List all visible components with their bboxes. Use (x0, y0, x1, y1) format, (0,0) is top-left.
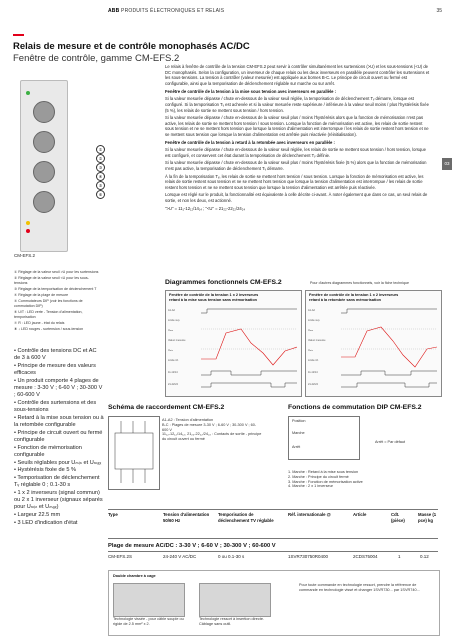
feature-item: • Contrôle des surtensions et des sous-tensions (14, 399, 97, 414)
section-heading: Fenêtre de contrôle de la tension à retard à la retombée avec inverseurs en parallèle : (165, 139, 335, 145)
feature-item: • Temporisation de déclenchement Tᵥ réglable 0 ; 0.1-30 s (14, 474, 100, 489)
table-rule (108, 509, 438, 510)
legend-item: ① Réglage de la valeur seuil >U pour les surtensions (14, 270, 99, 274)
legend-item: ③ Réglage de la temporisation de déclenchement T (14, 287, 97, 291)
legend-item: ⑧ ↓ LED rouges - surtension / sous-tension (14, 327, 84, 331)
accent-bar (13, 34, 24, 36)
wiring-label: A1-A2 : Tension d'alimentation (162, 418, 214, 422)
screw-terminal-image (113, 583, 185, 617)
callout-marker: ① (96, 145, 105, 154)
dip-switch-diagram (288, 416, 360, 460)
diagram-row-label: Limite inf. (168, 359, 179, 362)
timing-waveform (201, 307, 297, 393)
contact-formula: ">U" = 11₁-12₁₂/14₁₄ ; "<U" = 21₂₂-22₂₂/24₂₄ (165, 205, 246, 211)
diagram-row-label: 21-22/24 (168, 383, 178, 386)
device-legend (14, 270, 102, 333)
led-yellow-icon (26, 221, 30, 225)
product-label: CM-EFS.2 (14, 253, 36, 258)
diagram-row-label: Valeur mesurée (168, 339, 186, 342)
table-header: Type (108, 512, 118, 517)
dip-label: 2. Marche : Principe du circuit fermé (288, 474, 349, 479)
table-cell: 0.12 (420, 554, 429, 559)
wiring-diagram (108, 416, 160, 490)
wiring-legend (162, 418, 262, 442)
callout-marker: ③ (96, 163, 105, 172)
measuring-range: Plage de mesure AC/DC : 3-30 V ; 6-60 V ; 30-300 V ; 60-600 V (108, 543, 276, 549)
diagram-row-label: Uₘₐₓ (168, 329, 174, 332)
table-cell: 24-240 V AC/DC (163, 554, 197, 559)
legend-item: ⑥ U/T : LED verte - Tension d'alimentation, temporisation (14, 310, 83, 319)
legend-item: ② Réglage de la valeur seuil <U pour les sous-tensions (14, 276, 89, 285)
terminal-info-box (108, 570, 440, 636)
dip-label: Arrêt (292, 445, 301, 449)
feature-item: • Fonction de mémorisation configurable (14, 444, 82, 458)
dip-heading: Fonctions de commutation DIP CM-EFS.2 (288, 404, 422, 411)
body-paragraph: Si la valeur mesurée dépasse / chute en-dessous de la valeur seuil plus / moins l'hystérésis alors que la fonction de mémorisation n'est pas active, les relais de sortie se mettent hors tension / sous tension. Lorsque la fonction de mémorisation est active, les relais de sortie restent sous tension et ne se mettent hors tension que lorsque la tension d'alimentation est interrompue / les relais de sortie restent hors tension et ne se mettent sous tension que lorsque la tension d'alimentation est arrêtée puis réactivée (réinitialisation). (165, 115, 429, 138)
feature-item: • Contrôle des tensions DC et AC de 3 à 600 V (14, 348, 97, 362)
table-header: Réf. internationale @ (288, 512, 331, 517)
table-header: Masse (1 pce) kg (418, 512, 437, 523)
callout-marker: ⑥ (96, 190, 105, 199)
chapter-tab: 03 (442, 158, 452, 170)
table-header: Tension d'alimentation 50/60 Hz (163, 512, 210, 523)
feature-item: • Largeur 22.5 mm (14, 511, 61, 518)
callout-marker: ④ (96, 172, 105, 181)
function-diagram-2 (305, 290, 442, 397)
table-cell: 1SVR730750R0400 (288, 554, 329, 559)
circuit-icon (109, 417, 159, 489)
diagram-row-label: 21-22/24 (308, 383, 318, 386)
diagram-row-label: Valeur mesurée (308, 339, 326, 342)
led-red-icon (26, 229, 30, 233)
page-number: 35 (436, 8, 442, 14)
body-paragraph: À la fin de la temporisation Tᵥ, les relais de sortie se mettent hors tension / sous tension. Lorsque la fonction de mémorisation est active, les relais de sortie restent sous tension et ne se mettent hors tension que lorsque la tension d'alimentation est interrompue / les relais de sortie restent hors tension et ne se mettent sous tension que lorsque la tension d'alimentation est arrêtée puis réactivée. (165, 173, 424, 190)
diagram-row-label: Uₘₐₓ (308, 329, 314, 332)
legend-item: ⑤ Commutateurs DIP (voir les fonctions de commutation DIP) (14, 299, 83, 308)
table-header: Article (353, 512, 367, 517)
diagram-subtitle: retard à la mise sous tension sans mémorisation (169, 298, 257, 302)
table-header: Temporisation de déclenchement TV réglable (218, 512, 274, 523)
wiring-label: B-C : Plages de mesure 3-30 V ; 6-60 V ; 30-300 V ; 60-600 V (162, 422, 257, 432)
table-rule (108, 538, 438, 539)
diagram-row-label: Limite sup. (168, 319, 181, 322)
legend-item: ⑦ R : LED jaune - état du relais (14, 321, 65, 325)
diagram-row-label: A1-A2 (308, 309, 315, 312)
table-cell: CM-EFS.2S (108, 554, 133, 559)
legend-item: ④ Réglage de la plage de mesure (14, 293, 69, 297)
page-subtitle: Fenêtre de contrôle, gamme CM-EFS.2 (13, 53, 180, 64)
spring-terminal-image (199, 583, 271, 617)
feature-item: • 1 x 2 inverseurs (signal commun) ou 2 x 1 inverseur (signaux séparés pour Uₘᵢₙ et Uₘₐₓ) (14, 489, 103, 511)
diagram-row-label: Uₘᵢₙ (308, 349, 313, 352)
page-header (108, 8, 224, 14)
callout-marker: ② (96, 154, 105, 163)
threshold-knob-icon (33, 101, 55, 123)
body-paragraph: Lorsque est réglé sur le produit, la fonctionnalité est équivalente à celle décrite ci-avant. À noter également que dans ce cas, un seul relais de sortie, et non les deux, est actionné. (165, 192, 428, 204)
diagrams-note: Pour d'autres diagrammes fonctionnels, voir la fiche technique (310, 281, 409, 285)
diagram-row-label: Limite inf. (308, 359, 319, 362)
screw-caption: Technologie vissée - pour câble souple ou rigide de 2.5 mm² x 2. (113, 617, 184, 626)
section-name: PRODUITS ÉLECTRONIQUES ET RELAIS (121, 8, 225, 14)
feature-item: • Seuils réglables pour Uₘᵢₙ et Uₘₐₓ (14, 459, 102, 466)
description-text (165, 64, 430, 213)
function-diagram-1 (165, 290, 302, 397)
diagrams-heading: Diagrammes fonctionnels CM-EFS.2 (165, 279, 282, 286)
section-heading: Fenêtre de contrôle de la tension à la mise sous tension avec inverseurs en parallèle : (165, 88, 337, 94)
terminal-title: Double chambre à cage (113, 574, 156, 578)
dip-label: Position (292, 419, 306, 423)
feature-item: • Principe de circuit ouvert ou fermé configurable (14, 429, 103, 443)
feature-item: • Retard à la mise sous tension ou à la retombée configurable (14, 414, 104, 429)
feature-item: • Un produit comporte 4 plages de mesure : 3-30 V ; 6-60 V ; 30-300 V ; 60-600 V (14, 377, 103, 399)
feature-item: • Hystérésis fixée de 5 % (14, 467, 76, 474)
diagram-row-label: Uₘᵢₙ (168, 349, 173, 352)
wiring-heading: Schéma de raccordement CM-EFS.2 (108, 404, 225, 411)
body-paragraph: Si la valeur mesurée dépasse / chute en-dessous de la valeur seuil plus / moins l'hystérésis fixée (5 %) alors que la fonction de mémorisation n'est pas active, la temporisation de déclenchement Tᵥ démarre. (165, 160, 427, 172)
feature-item: • 3 LED d'indication d'état (14, 519, 78, 526)
dip-label: 3. Marche : Fonction de mémorisation active (288, 479, 363, 484)
callout-marker: ⑤ (96, 181, 105, 190)
dip-default-note: Arrêt = Par défaut (375, 440, 406, 444)
feature-list (14, 348, 104, 527)
delay-knob-icon (33, 161, 55, 183)
diagram-subtitle: retard à la retombée sans mémorisation (309, 298, 381, 302)
diagram-row-label: Limite sup. (308, 319, 321, 322)
feature-item: • Principe de mesure des valeurs efficaces (14, 362, 96, 377)
diagram-row-label: A1-A2 (168, 309, 175, 312)
range-knob-icon (33, 191, 55, 213)
table-cell: 0 ou 0.1-30 s (218, 554, 245, 559)
led-green-icon (26, 91, 30, 95)
diagram-title: Fenêtre de contrôle de la tension 1 x 2 inverseurs (169, 293, 259, 297)
page-title: Relais de mesure et de contrôle monophasés AC/DC (13, 41, 250, 52)
dip-label: 4. Marche : 2 x 1 inverseur (288, 484, 333, 489)
intro-paragraph: Le relais à fenêtre de contrôle de la tension CM-EFS.2 peut servir à contrôler simultanément les surtensions (>U) et les sous-tensions (<U) de DC monophasés. Selon la configuration, un inverseur de chaque relais ou les deux inverseurs en parallèle peuvent contrôler les surtensions et les sous-tensions. La tension à contrôler (valeur mesurée) est appliquée aux bornes B-C. Le principe de circuit ouvert ou fermé est configurable, ainsi que la temporisation de déclenchement réglable sur marche ou sur arrêt. (165, 64, 430, 87)
diagram-row-label: 11-12/14 (308, 371, 318, 374)
threshold-knob-icon (33, 131, 55, 153)
spring-caption: Technologie ressort à insertion directe. Câblage sans outil. (199, 617, 265, 626)
table-cell: 1 (398, 554, 401, 559)
timing-waveform (341, 307, 437, 393)
body-paragraph: Si la valeur mesurée dépasse / chute en-dessous de la valeur seuil réglée, la temporisation de déclenchement Tᵥ démarre, lorsque est configuré. Si la temporisation Tᵥ est achevée et si la valeur mesurée reste supérieure / inférieure à la valeur seuil moins / plus l'hystérésis fixée (5 %), les relais de sortie se mettent sous tension / hors tension. (165, 96, 429, 113)
ordering-note: Pour toute commande en technologie ressort, prendre la référence de commande en technologie vissé et changer 1SVR730... par 1SVR740... (299, 583, 420, 592)
wiring-label: 11₁₂-12₁₂/14₁₂, 21₂₂-22₂₂/24₂₂ : Contacts de sortie - principe du circuit ouvert ou fermé (162, 432, 262, 442)
product-image (20, 80, 68, 252)
dip-label: 1. Marche : Retard à la mise sous tension (288, 470, 359, 474)
dip-label: Marche (292, 431, 305, 435)
table-header: Cdt. (pièce) (391, 512, 405, 523)
table-rule (108, 551, 438, 552)
diagram-row-label: 11-12/14 (168, 371, 178, 374)
brand-name: ABB (108, 8, 120, 14)
dip-legend (288, 470, 438, 489)
table-cell: 2CDS75004 (353, 554, 378, 559)
body-paragraph: Si la valeur mesurée dépasse / chute en-dessous de la valeur seuil réglée, les relais de sortie se mettent sous tension / hors tension, lorsque est configuré, et conservent cet état durant la temporisation de déclenchement Tᵥ définie. (165, 147, 426, 158)
diagram-title: Fenêtre de contrôle de la tension 1 x 2 inverseurs (309, 293, 399, 297)
